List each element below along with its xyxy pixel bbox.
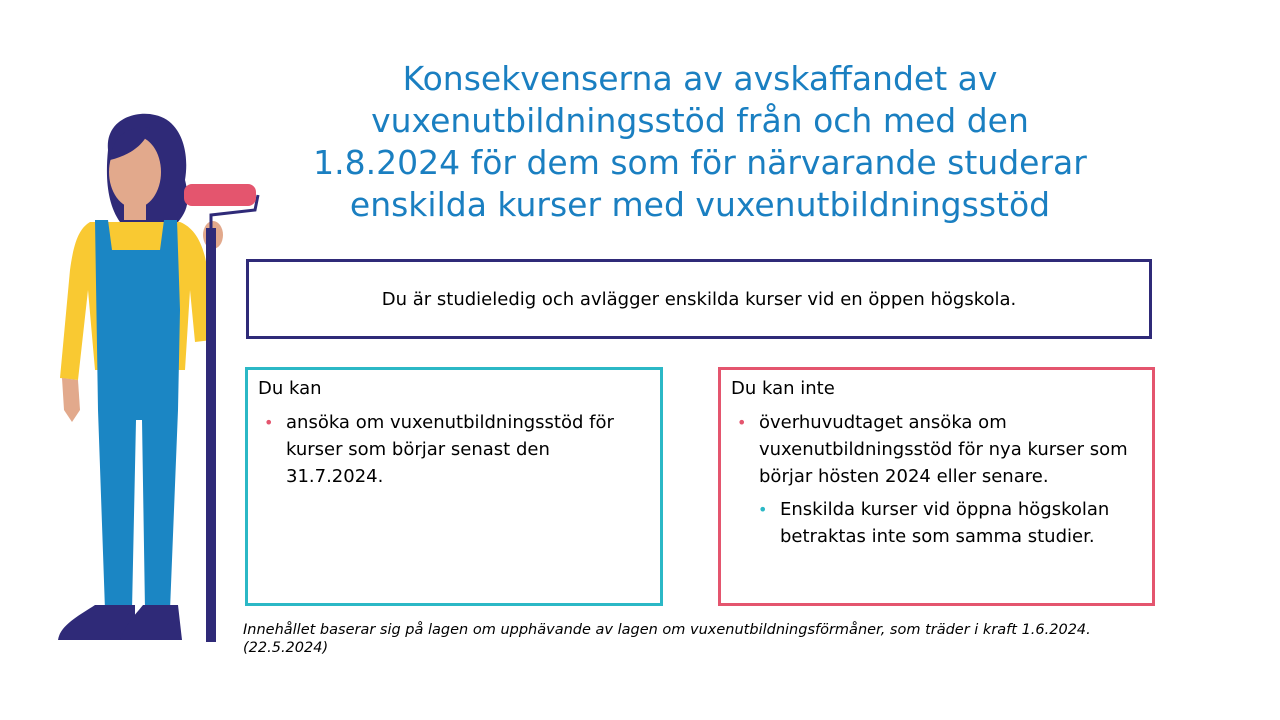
- can-box-heading: Du kan: [258, 378, 322, 399]
- overalls: [95, 220, 180, 610]
- list-item-text: ansöka om vuxenutbildningsstöd för kurser som börjar senast den 31.7.2024.: [286, 412, 614, 487]
- footnote-line-2: (22.5.2024): [243, 640, 329, 656]
- sub-list-item-text: Enskilda kurser vid öppna högskolan betraktas inte som samma studier.: [780, 499, 1110, 547]
- sub-list-item: [731, 496, 1142, 550]
- footnote: [243, 621, 1223, 657]
- info-box-text: Du är studieledig och avlägger enskilda kurser vid en öppen högskola.: [381, 288, 1017, 310]
- title-line-2: vuxenutbildningsstöd från och med den: [371, 101, 1029, 140]
- can-list: [258, 409, 650, 490]
- roller-pole: [206, 228, 216, 642]
- neck: [124, 202, 146, 220]
- title-line-4: enskilda kurser med vuxenutbildningsstöd: [349, 185, 1051, 224]
- bullet-icon: •: [264, 413, 274, 432]
- cannot-list: [731, 409, 1142, 550]
- paint-roller-icon: [184, 184, 256, 206]
- bullet-icon: •: [737, 413, 747, 432]
- list-item-text: överhuvudtaget ansöka om vuxenutbildningsstöd för nya kurser som börjar hösten 2024 eller senare.: [759, 412, 1128, 487]
- bullet-icon: •: [758, 500, 768, 519]
- title-line-3: 1.8.2024 för dem som för närvarande studerar: [313, 143, 1087, 182]
- page-title: [270, 58, 1130, 226]
- list-item: [258, 409, 650, 490]
- info-box: [246, 259, 1152, 339]
- list-item: [731, 409, 1142, 490]
- footnote-line-1: Innehållet baserar sig på lagen om upphävande av lagen om vuxenutbildningsförmåner, som träder i kraft 1.6.2024.: [243, 622, 1091, 638]
- left-hand: [62, 378, 80, 422]
- cannot-box-heading: Du kan inte: [731, 378, 835, 399]
- cannot-box: [718, 367, 1155, 606]
- painter-illustration: [50, 110, 270, 650]
- can-box: [245, 367, 663, 606]
- title-line-1: Konsekvenserna av avskaffandet av: [402, 59, 998, 98]
